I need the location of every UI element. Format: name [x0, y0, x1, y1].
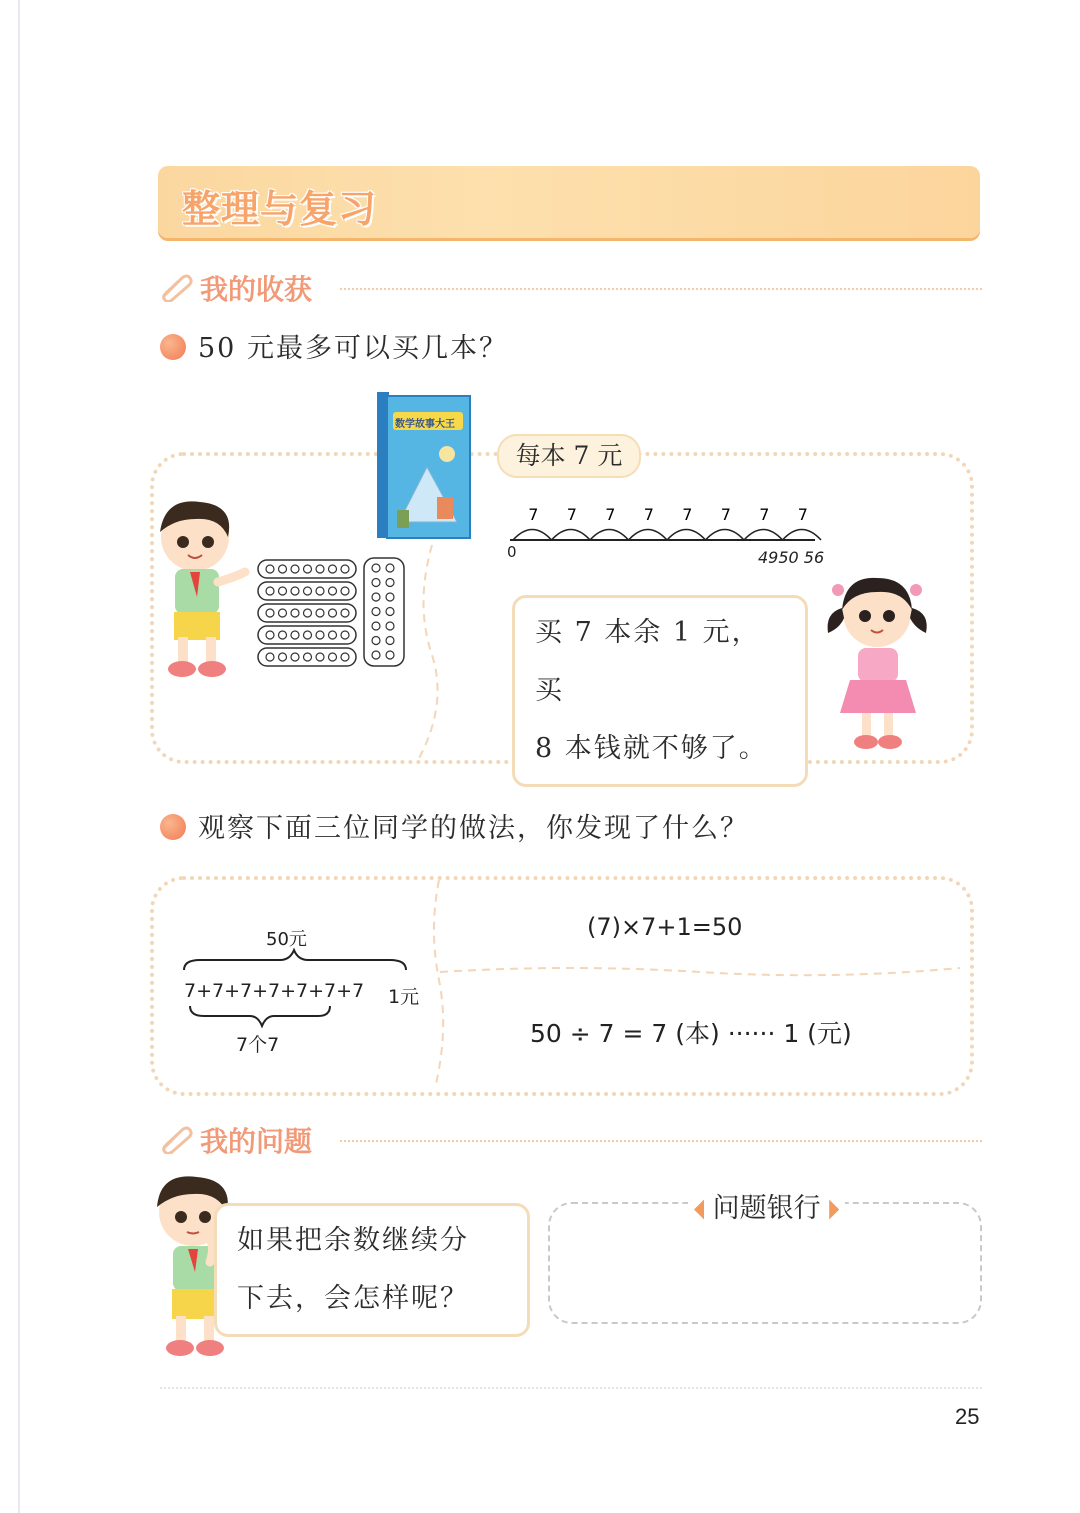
- paperclip-icon: [160, 274, 194, 302]
- number-line-jump-label: 7: [682, 505, 693, 524]
- method-2-equation: (7)×7+1=50: [587, 913, 743, 941]
- counter-circle: [386, 564, 394, 572]
- number-line-jump-label: 7: [720, 505, 731, 524]
- counter-circle: [329, 565, 337, 573]
- question-bank-title: 问题银行: [712, 1193, 821, 1224]
- price-tag: 每本 7 元: [497, 434, 641, 478]
- section-label: 我的问题: [200, 1125, 313, 1158]
- counter-circle: [291, 565, 299, 573]
- methods-vertical-divider: [425, 880, 455, 1088]
- counter-circle: [279, 609, 287, 617]
- method-1-remainder: 1元: [388, 986, 420, 1008]
- counter-circle: [266, 609, 274, 617]
- counter-circle: [386, 651, 394, 659]
- counter-circle: [279, 653, 287, 661]
- counter-circle: [329, 609, 337, 617]
- counter-circle: [279, 565, 287, 573]
- counter-groups-illustration: [256, 556, 411, 671]
- page-number: 25: [955, 1404, 980, 1429]
- bullet-dot-icon: [160, 334, 186, 360]
- page-margin-line: [18, 0, 20, 1513]
- question-bank-title-wrap: [688, 1186, 845, 1225]
- number-line-jump: [706, 530, 745, 541]
- counter-circle: [372, 637, 380, 645]
- bullet-dot-icon: [160, 814, 186, 840]
- counter-circle: [279, 587, 287, 595]
- number-line-jump-label: 7: [759, 505, 770, 524]
- tag-left-icon: [694, 1200, 704, 1220]
- boy-speech-bubble: [214, 1203, 530, 1337]
- book-illustration: [377, 392, 472, 542]
- counter-circle: [329, 631, 337, 639]
- panel-divider: [410, 545, 450, 760]
- girl-speech-line-1: 买 7 本余 1 元，买: [535, 617, 761, 706]
- number-line-jump: [629, 530, 668, 541]
- counter-circle: [316, 609, 324, 617]
- paperclip-icon: [160, 1126, 194, 1154]
- counter-circle: [291, 609, 299, 617]
- counter-circle: [279, 631, 287, 639]
- counter-circle: [316, 565, 324, 573]
- method-1-count: 7个7: [236, 1034, 280, 1056]
- counter-circle: [372, 622, 380, 630]
- boy-speech-line-1: 如果把余数继续分: [237, 1225, 469, 1256]
- title-banner: [158, 166, 980, 238]
- counter-circle: [304, 631, 312, 639]
- counter-circle: [291, 631, 299, 639]
- counter-circle: [316, 631, 324, 639]
- number-line-jump-label: 7: [605, 505, 616, 524]
- page-title: 整理与复习: [182, 187, 378, 231]
- counter-circle: [372, 651, 380, 659]
- number-line-jump-label: 7: [797, 505, 808, 524]
- question-1-text: 50 元最多可以买几本？: [198, 333, 508, 364]
- counter-loose-group: [364, 558, 404, 666]
- number-line-jump: [783, 530, 822, 541]
- section-label: 我的收获: [200, 273, 313, 306]
- method-1-sum: 7+7+7+7+7+7+7: [184, 980, 365, 1002]
- counter-circle: [372, 564, 380, 572]
- number-line-jump: [513, 530, 552, 541]
- number-line-start-label: 0: [507, 543, 517, 561]
- counter-circle: [266, 587, 274, 595]
- number-line-jump: [552, 530, 591, 541]
- number-line-end-labels: 4950 56: [758, 548, 825, 567]
- book-title: 数学故事大王: [395, 419, 455, 430]
- method-3-equation: 50 ÷ 7 = 7 (本) ······ 1 (元): [530, 1019, 852, 1048]
- counter-circle: [316, 587, 324, 595]
- number-line-jump-label: 7: [566, 505, 577, 524]
- number-line-jump-label: 7: [528, 505, 539, 524]
- counter-circle: [386, 637, 394, 645]
- section-header-questions: [160, 1120, 982, 1160]
- methods-horizontal-divider: [440, 960, 965, 980]
- counter-circle: [386, 608, 394, 616]
- counter-circle: [266, 631, 274, 639]
- girl-speech-bubble: [512, 595, 808, 787]
- counter-circle: [386, 579, 394, 587]
- counter-circle: [304, 653, 312, 661]
- counter-circle: [316, 653, 324, 661]
- counter-circle: [372, 593, 380, 601]
- boy-speech-line-2: 下去，会怎样呢？: [237, 1283, 469, 1314]
- counter-circle: [291, 587, 299, 595]
- girl-speech-line-2: 8 本钱就不够了。: [535, 733, 768, 764]
- counter-circle: [266, 653, 274, 661]
- number-line-jump: [667, 530, 706, 541]
- counter-circle: [386, 622, 394, 630]
- footer-divider: [160, 1387, 982, 1389]
- section-header-harvest: [160, 268, 982, 308]
- number-line-jump: [590, 530, 629, 541]
- counter-circle: [304, 587, 312, 595]
- counter-circle: [341, 587, 349, 595]
- counter-circle: [341, 631, 349, 639]
- question-2-text: 观察下面三位同学的做法，你发现了什么？: [198, 813, 749, 844]
- counter-circle: [304, 609, 312, 617]
- dotted-divider: [340, 288, 982, 290]
- dotted-divider: [340, 1140, 982, 1142]
- counter-circle: [372, 579, 380, 587]
- counter-circle: [341, 565, 349, 573]
- counter-circle: [304, 565, 312, 573]
- number-line-jump: [744, 530, 783, 541]
- counter-circle: [266, 565, 274, 573]
- tag-right-icon: [829, 1200, 839, 1220]
- method-1-total: 50元: [266, 929, 307, 950]
- counter-circle: [329, 653, 337, 661]
- boy-character-1: [150, 497, 250, 687]
- counter-circle: [341, 653, 349, 661]
- counter-circle: [341, 609, 349, 617]
- girl-character: [820, 568, 935, 758]
- number-line-jump-label: 7: [643, 505, 654, 524]
- counter-circle: [372, 608, 380, 616]
- counter-circle: [291, 653, 299, 661]
- counter-circle: [386, 593, 394, 601]
- counter-circle: [329, 587, 337, 595]
